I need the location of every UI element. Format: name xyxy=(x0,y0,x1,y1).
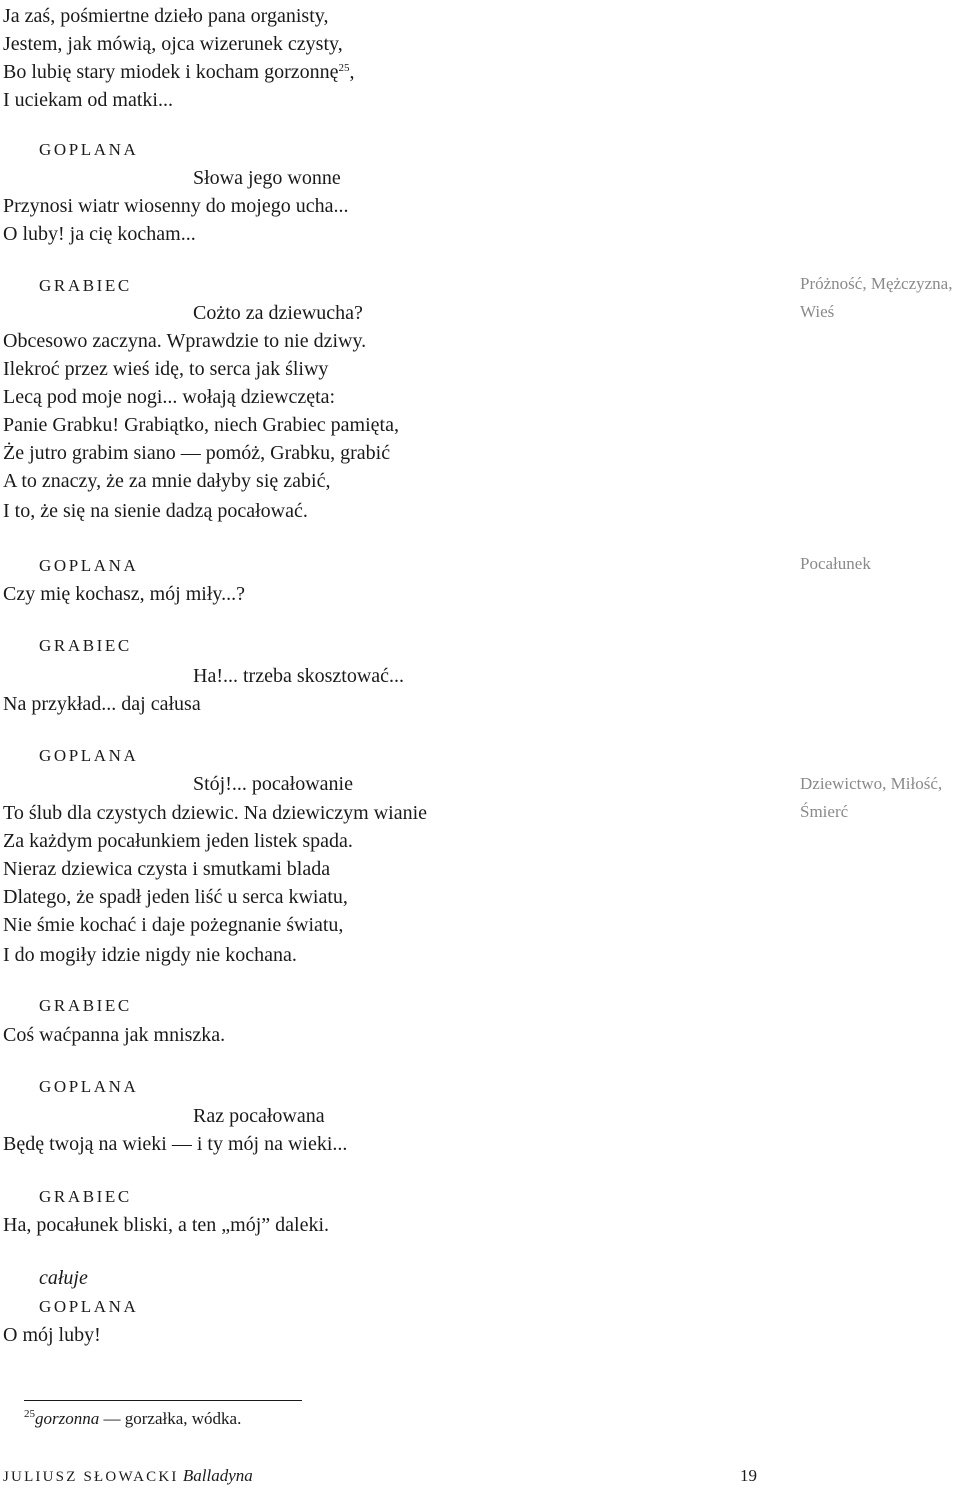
verse-line: Ha, pocałunek bliski, a ten „mój” daleki. xyxy=(3,1214,330,1236)
verse-line: Nieraz dziewica czysta i smutkami blada xyxy=(3,858,331,880)
speaker-name: GRABIEC xyxy=(39,276,132,295)
verse-line: Dlatego, że spadł jeden liść u serca kwiatu, xyxy=(3,886,348,908)
speaker-name: GOPLANA xyxy=(39,556,139,575)
verse-line: Cożto za dziewucha? xyxy=(193,302,363,324)
verse-line: Stój!... pocałowanie xyxy=(193,773,353,795)
verse-line: Czy mię kochasz, mój miły...? xyxy=(3,583,245,605)
verse-line: I do mogiły idzie nigdy nie kochana. xyxy=(3,944,297,966)
verse-line: To ślub dla czystych dziewic. Na dziewiczym wianie xyxy=(3,802,428,824)
footer-title: Balladyna xyxy=(182,1466,253,1485)
verse-line: Nie śmie kochać i daje pożegnanie światu, xyxy=(3,914,344,936)
footnote-definition: — gorzałka, wódka. xyxy=(99,1409,242,1428)
speaker-name: GOPLANA xyxy=(39,1297,139,1316)
verse-line: I to, że się na sienie dadzą pocałować. xyxy=(3,500,308,522)
verse-line xyxy=(3,58,354,86)
speaker-name: GOPLANA xyxy=(39,140,139,159)
margin-note[interactable]: Wieś xyxy=(800,302,835,321)
verse-punct: , xyxy=(349,61,355,83)
footnote-term: gorzonna xyxy=(35,1409,100,1428)
verse-line: A to znaczy, że za mnie dałyby się zabić, xyxy=(3,470,331,492)
footnote xyxy=(24,1407,241,1431)
footnote-ref[interactable]: 25 xyxy=(338,62,350,74)
speaker-name: GOPLANA xyxy=(39,1077,139,1096)
page-footer xyxy=(3,1464,253,1489)
verse-line: Ha!... trzeba skosztować... xyxy=(193,665,405,687)
page-number: 19 xyxy=(740,1466,757,1485)
stage-direction: całuje xyxy=(39,1267,88,1289)
speaker-name: GRABIEC xyxy=(39,636,132,655)
verse-line: Coś waćpanna jak mniszka. xyxy=(3,1024,226,1046)
footnote-divider xyxy=(24,1400,302,1401)
verse-line: O mój luby! xyxy=(3,1324,101,1346)
verse-line: Obcesowo zaczyna. Wprawdzie to nie dziwy. xyxy=(3,330,367,352)
verse-line: Raz pocałowana xyxy=(193,1105,325,1127)
speaker-name: GRABIEC xyxy=(39,996,132,1015)
speaker-name: GRABIEC xyxy=(39,1187,132,1206)
verse-text: Bo lubię stary miodek i kocham gorzonnę xyxy=(3,61,339,83)
speaker-name: GOPLANA xyxy=(39,746,139,765)
margin-note[interactable]: Śmierć xyxy=(800,802,849,821)
verse-line: Za każdym pocałunkiem jeden listek spada. xyxy=(3,830,353,852)
verse-line: Ilekroć przez wieś idę, to serca jak śliwy xyxy=(3,358,329,380)
verse-line: Że jutro grabim siano — pomóż, Grabku, grabić xyxy=(3,442,391,464)
verse-line: Na przykład... daj całusa xyxy=(3,693,201,715)
margin-note[interactable]: Pocałunek xyxy=(800,554,871,573)
verse-line: Przynosi wiatr wiosenny do mojego ucha... xyxy=(3,195,349,217)
verse-line: Słowa jego wonne xyxy=(193,167,341,189)
verse-line: O luby! ja cię kocham... xyxy=(3,223,196,245)
verse-line: Jestem, jak mówią, ojca wizerunek czysty, xyxy=(3,33,343,55)
margin-note[interactable]: Próżność, Mężczyzna, xyxy=(800,274,953,293)
footnote-number: 25 xyxy=(24,1408,35,1420)
verse-line: Ja zaś, pośmiertne dzieło pana organisty, xyxy=(3,5,329,27)
verse-line: I uciekam od matki... xyxy=(3,89,173,111)
margin-note[interactable]: Dziewictwo, Miłość, xyxy=(800,774,943,793)
verse-line: Panie Grabku! Grabiątko, niech Grabiec pamięta, xyxy=(3,414,399,436)
verse-line: Lecą pod moje nogi... wołają dziewczęta: xyxy=(3,386,336,408)
verse-line: Będę twoją na wieki — i ty mój na wieki... xyxy=(3,1133,348,1155)
footer-author: JULIUSZ SŁOWACKI xyxy=(3,1469,179,1485)
